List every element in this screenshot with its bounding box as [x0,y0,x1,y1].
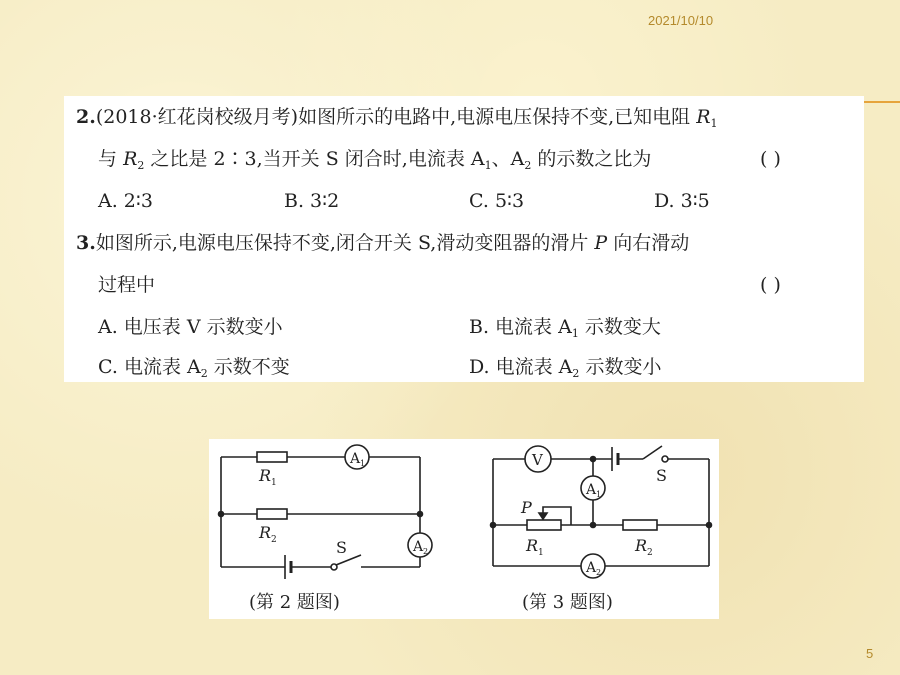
q2-source: (2018·红花岗校级月考) [95,106,299,128]
fig2-r1-label: R [259,466,272,485]
q3-option-c-pre: C. 电流表 A [98,356,201,378]
q2-text-2d: 的示数之比为 [537,148,652,170]
fig2-r1-resistor [257,452,287,462]
q2-r2-sub: 2 [137,159,145,172]
fig3-r2-resistor [623,520,657,530]
fig3-r1-label: R [526,536,539,555]
accent-line [864,101,900,103]
q2-text-2c: 、A [491,148,525,170]
q3-text-2: 过程中 [98,274,156,296]
fig3-r1-sub: 1 [538,548,544,558]
q3-text-1b: 向右滑动 [613,232,690,254]
q2-a1-sub: 1 [484,159,492,172]
fig3-v-label: V [532,451,543,469]
fig2-a1-sub: 1 [360,459,366,468]
q2-r1-sub: 1 [710,117,718,130]
page-number: 5 [866,646,874,661]
fig2-a1-label: A [350,451,361,467]
figures-box [209,439,719,619]
q3-option-d [469,354,661,387]
circuit-figures [209,439,719,619]
q2-line-2 [98,146,651,179]
fig3-slider-arrow [539,513,547,519]
fig3-caption: (第 3 题图) [522,592,613,613]
fig2-r2-label: R [259,523,272,542]
fig3-a1-sub: 1 [596,490,602,499]
fig2-r2-sub: 2 [271,535,277,545]
q3-answer-paren: ( ) [760,274,781,296]
fig2-a2-label: A [413,539,424,555]
fig2-r2-resistor [257,509,287,519]
fig2-a2-sub: 2 [423,547,429,556]
q2-option-c: C. 5∶3 [469,190,525,212]
fig3-r2-label: R [635,536,648,555]
q3-option-c-post: 示数不变 [213,356,290,378]
q3-p-letter: P [594,232,608,254]
q2-text-2a: 与 [98,148,118,170]
fig2-switch-label: S [336,538,347,557]
fig3-switch-blade [643,446,662,459]
q2-option-a: A. 2∶3 [98,190,153,212]
q3-option-b-pre: B. 电流表 A [469,316,572,338]
q2-text-2b: 之比是 2∶3,当开关 S 闭合时,电流表 A [150,148,485,170]
question-box [64,96,864,382]
fig3-a2-label: A [586,560,597,576]
q3-option-b-post: 示数变大 [584,316,661,338]
fig3-p-label: P [521,498,532,517]
q2-r2-letter: R [123,148,138,170]
q3-option-b [469,314,661,347]
q3-option-c [98,354,290,387]
fig3-a1-label: A [586,482,597,498]
fig3-r1-rheostat [527,520,561,530]
q2-line-1 [76,104,718,137]
fig2-r1-sub: 1 [271,478,277,488]
q2-a2-sub: 2 [524,159,532,172]
q3-option-d-post: 示数变小 [585,356,662,378]
fig2-circuit [221,445,432,579]
q3-number: 3. [76,232,96,254]
q3-text-1a: 如图所示,电源电压保持不变,闭合开关 S,滑动变阻器的滑片 [95,232,589,254]
q3-option-d-pre: D. 电流表 A [469,356,573,378]
q3-option-a: A. 电压表 V 示数变小 [98,316,283,338]
q2-number: 2. [76,106,96,128]
q3-line-1 [76,230,689,256]
q2-text-1: 如图所示的电路中,电源电压保持不变,已知电阻 [298,106,691,128]
q3-option-b-sub: 1 [571,327,579,340]
q2-r1-letter: R [696,106,711,128]
q3-option-c-sub: 2 [200,367,208,380]
fig3-switch-label: S [656,466,667,485]
slide-date: 2021/10/10 [648,13,714,28]
fig3-a2-sub: 2 [596,568,602,577]
fig2-caption: (第 2 题图) [249,592,340,613]
q2-option-d: D. 3∶5 [654,190,710,212]
q3-option-d-sub: 2 [572,367,580,380]
q2-option-b: B. 3∶2 [284,190,340,212]
fig3-r2-sub: 2 [647,548,653,558]
q2-answer-paren: ( ) [760,148,781,170]
